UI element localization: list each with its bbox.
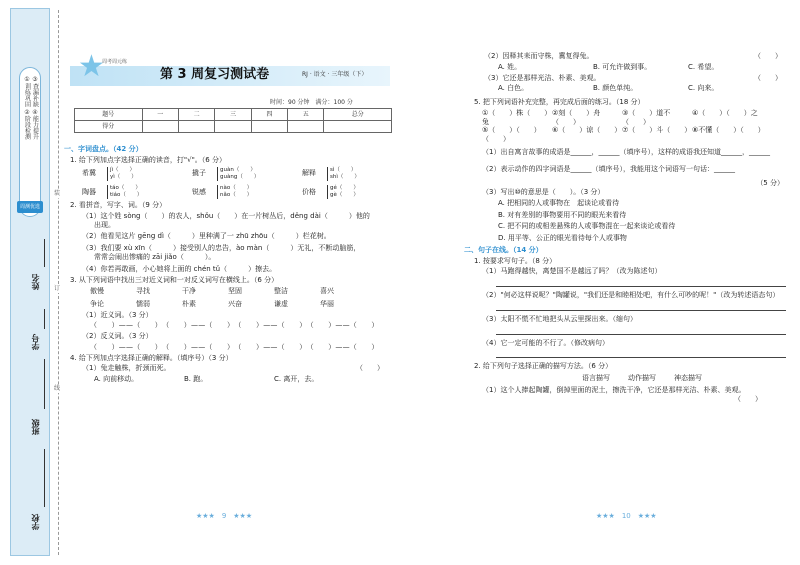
binding-dashed-line: [58, 10, 59, 555]
score-cell: 题号: [75, 109, 143, 121]
pinyin-option[interactable]: táo（ ）: [110, 184, 141, 191]
synonym-answer-line[interactable]: （ ）——（ ） （ ）——（ ） （ ）——（ ） （ ）——（ ）: [90, 321, 379, 330]
page-title: 第 3 周复习测试卷: [160, 67, 270, 82]
score-cell: 三: [215, 109, 251, 121]
star-icon: ★: [78, 49, 105, 84]
antonym-answer-line[interactable]: （ ）——（ ） （ ）——（ ） （ ）——（ ） （ ）——（ ）: [90, 342, 379, 351]
option-a[interactable]: A. 向前移动。: [94, 375, 139, 384]
pinyin-item: [302, 167, 412, 181]
q4-s2-options: [498, 63, 792, 72]
number-line: [44, 309, 45, 329]
label-class: 班级: [31, 419, 40, 435]
word-bank-item: 兴奋: [228, 299, 242, 308]
q2-line: 出现。: [94, 220, 115, 229]
pinyin-item: [302, 185, 412, 199]
binding-notes: [19, 67, 41, 217]
pinyin-option[interactable]: gé（ ）: [330, 184, 359, 191]
q5-s2-points: （5 分）: [756, 179, 784, 188]
q4-sentence: （2）因释其耒而守株，冀复得兔。: [484, 52, 594, 60]
q5-subquestion-3: （3）写出⑩的意思是（ ）。（3 分）: [482, 188, 605, 196]
answer-paren[interactable]: （ ）: [356, 364, 384, 373]
score-input-cell[interactable]: [142, 121, 178, 133]
answer-line[interactable]: [496, 302, 786, 311]
q3-subquestion-1: （1）近义词。（3 分）: [82, 310, 153, 319]
q7-methods: [582, 374, 792, 383]
q6-line-1: （1）马跑得越快，离楚国不是越远了吗？（改为陈述句）: [482, 267, 662, 276]
answer-paren[interactable]: （ ）: [754, 52, 782, 60]
page-number-left: ★★★ 9 ★★★: [196, 512, 253, 520]
word-bank-item: 坚固: [228, 287, 242, 296]
q5-subquestion-2[interactable]: （2）表示动作的四字词语是______（填序号），我能用这个词语写一句话：______: [482, 164, 735, 173]
q4-sentence: （1）兔走触株，折颈而死。: [82, 364, 171, 373]
label-number: 学号: [31, 334, 40, 350]
pinyin-option[interactable]: gè（ ）: [330, 191, 359, 198]
fill-blank-item[interactable]: ⑤（ ）（ ）（ ）: [482, 126, 541, 143]
fill-blank-item[interactable]: ⑦（ ）斗（ ）: [622, 126, 692, 135]
score-cell: 一: [142, 109, 178, 121]
word-bank-item: 寻找: [136, 287, 150, 296]
page-number-right: ★★★ 10 ★★★: [596, 512, 657, 520]
word-bank-item: 朴素: [182, 299, 196, 308]
q4-subquestion-3: [484, 74, 792, 83]
pinyin-word: 撬子: [192, 169, 206, 178]
option-a[interactable]: A. 姓。: [498, 62, 522, 71]
score-table-header-row: [75, 109, 392, 121]
pinyin-option[interactable]: guàng（ ）: [220, 173, 260, 180]
word-bank-item: 干净: [182, 287, 196, 296]
right-column: [464, 52, 792, 403]
question-1: 1. 给下列加点字选择正确的读音，打"√"。（6 分）: [70, 155, 226, 164]
score-cell: 总分: [324, 109, 392, 121]
q6-line-3: （3）太阳不慌不忙地把头从云里探出来。（缩句）: [482, 314, 637, 323]
left-column: [64, 142, 394, 386]
section-title-2: 二、句子在线。（14 分）: [464, 245, 543, 254]
pinyin-option[interactable]: jì（ ）: [110, 166, 136, 173]
question-7: 2. 给下列句子选择正确的描写方法。（6 分）: [474, 362, 613, 371]
time-score-info: 时间：90 分钟 满分：100 分: [270, 99, 353, 106]
page-header: [70, 49, 395, 86]
fill-blank-item[interactable]: ⑧不懂（ ）（ ）: [692, 126, 765, 135]
fill-blank-item[interactable]: ④（ ）（ ）之: [692, 108, 758, 117]
label-name: 姓名: [31, 274, 40, 290]
option-b[interactable]: B. 可允许做到事。: [593, 62, 652, 71]
word-bank-item: 谦虚: [274, 299, 288, 308]
label-school: 学校: [31, 514, 40, 530]
pinyin-item: [192, 167, 302, 181]
q5-fill-blanks: [482, 109, 792, 144]
question-4: 4. 给下列加点字选择正确的解释。（填序号）（3 分）: [70, 353, 233, 362]
q2-line: 常常会闹出惨痛的 zāi jiǎo（ ）。: [94, 252, 216, 261]
score-cell: 二: [178, 109, 214, 121]
answer-paren[interactable]: （ ）: [734, 394, 762, 403]
cut-mark-2: 订: [54, 285, 61, 292]
option-b[interactable]: B. 跑。: [184, 375, 208, 384]
header-subtitle: 周考周元练: [102, 59, 128, 65]
class-line: [44, 359, 45, 409]
binding-tag: 周测优选: [17, 201, 43, 213]
q5-option-a[interactable]: A. 把相同的人或事物在 起谈论或看待: [498, 198, 620, 207]
cut-mark-1: 装: [54, 190, 61, 197]
option-c[interactable]: C. 离开，去。: [274, 375, 319, 384]
question-6: 1. 按要求写句子。（8 分）: [474, 256, 557, 265]
fill-blank-item[interactable]: ②刻（ ）舟（ ）: [552, 108, 601, 126]
method-option: 语言描写: [582, 374, 610, 382]
question-5: 5. 把下列词语补充完整，再完成后面的练习。（18 分）: [474, 98, 645, 106]
pinyin-option[interactable]: guàn（ ）: [220, 166, 256, 173]
option-b[interactable]: B. 颜色单纯。: [593, 84, 638, 93]
option-c[interactable]: C. 希望。: [688, 62, 719, 71]
word-bank-item: 喜兴: [320, 287, 334, 296]
pinyin-option[interactable]: nào（ ）: [220, 184, 253, 191]
score-input-cell[interactable]: [324, 121, 392, 133]
binding-strip: [10, 8, 50, 556]
q4-subquestion-2: [484, 52, 792, 61]
binding-note-2: ③查漏补缺 ④能力提升: [31, 76, 39, 140]
score-table: [74, 108, 392, 133]
pinyin-option[interactable]: tiáo（ ）: [110, 191, 143, 198]
q5-option-b[interactable]: B. 对有差别的事物要用不同的眼光来看待: [498, 210, 627, 219]
cut-mark-3: 线: [54, 385, 61, 392]
pinyin-word: 希冀: [82, 169, 96, 178]
word-bank: [90, 287, 394, 309]
q6-line-4: （4）它一定可能的不行了。（修改病句）: [482, 338, 609, 347]
answer-line[interactable]: [496, 326, 786, 335]
score-cell: 得分: [75, 121, 143, 133]
q5-option-c[interactable]: C. 把不同的或相差悬殊的人或事物混在一起来谈论或看待: [498, 222, 676, 231]
fill-blank-item[interactable]: ①（ ）株（ ）兔: [482, 108, 552, 126]
pinyin-word: 解释: [302, 169, 316, 178]
pinyin-option[interactable]: sì（ ）: [330, 166, 357, 173]
word-bank-item: 懦弱: [136, 299, 150, 308]
q2-line: （2）他看见这片 gēng dì（ ）里种满了一 zhū zhōu（ ）栏花树。: [82, 232, 331, 241]
q2-line: （4）你若再敢画，小心她将上面的 chén tǔ（ ）擦去。: [82, 264, 277, 273]
score-input-cell[interactable]: [178, 121, 214, 133]
score-cell: 四: [251, 109, 287, 121]
q5-subquestion-1[interactable]: （1）出自寓言故事的成语是______，______（填序号），这样的成语我还知道______，______: [482, 147, 770, 156]
pinyin-word: 价格: [302, 187, 316, 196]
pinyin-word: 陶器: [82, 187, 96, 196]
section-title-1: 一、字词盘点。（42 分）: [64, 145, 143, 153]
binding-note-1: ①训练巩固 ②阶段检测: [23, 76, 31, 140]
q4-options: [94, 375, 394, 384]
method-option: 神态描写: [674, 374, 702, 382]
answer-paren[interactable]: （ ）: [754, 73, 782, 82]
name-line: [44, 239, 45, 267]
score-input-cell[interactable]: [251, 121, 287, 133]
word-bank-item: 整洁: [274, 287, 288, 296]
option-c[interactable]: C. 向来。: [688, 84, 719, 93]
option-a[interactable]: A. 白色。: [498, 84, 529, 93]
pinyin-item: [82, 167, 192, 181]
q7-sentence-1: （1）这个人捧起陶罐，倒掉里面的泥土，擦洗干净，它还是那样光洁、朴素、美观。: [482, 385, 746, 394]
score-table-score-row: [75, 121, 392, 133]
question-2: 2. 看拼音，写字、词。（9 分）: [70, 201, 167, 210]
q6-line-2: （2）"何必这样说呢？"陶罐说，"我们还是和睦相处吧，有什么可吵的呢！"（改为转述语态句）: [482, 291, 780, 299]
score-input-cell[interactable]: [215, 121, 251, 133]
pinyin-option[interactable]: nǎo（ ）: [220, 191, 253, 198]
pinyin-word: 锐感: [192, 187, 206, 196]
q2-line: （3）我们要 xù xīn（ ）接受别人的忠告，ào màn（ ）无礼，不断动脑筋，: [82, 244, 361, 253]
pinyin-option[interactable]: shì（ ）: [330, 173, 360, 180]
answer-line[interactable]: [496, 349, 786, 358]
q4-sentence: （3）它还是那样光洁、朴素、美观。: [484, 73, 601, 82]
pinyin-option[interactable]: yì（ ）: [110, 173, 137, 180]
word-bank-item: 争论: [90, 299, 104, 308]
fill-blank-item[interactable]: ③（ ）道不（ ）: [622, 108, 671, 126]
pinyin-item: [192, 185, 302, 199]
question-3: 3. 从下列词语中找出三对近义词和一对反义词写在横线上。（6 分）: [70, 276, 279, 285]
q5-option-d[interactable]: D. 用平等、公正的眼光看待每个人或事物: [498, 234, 627, 242]
method-option: 动作描写: [628, 374, 656, 382]
pinyin-item: [82, 185, 192, 199]
school-line: [44, 449, 45, 507]
pinyin-choices: [82, 167, 394, 200]
score-input-cell[interactable]: [288, 121, 324, 133]
q2-line: （1）这个姓 sòng（ ）的农人，shǒu（ ）在一片树丛后，děng dài（ ）他的: [82, 211, 370, 220]
answer-line[interactable]: [496, 278, 786, 287]
fill-blank-item[interactable]: ⑥（ ）谅（ ）: [552, 126, 622, 135]
score-cell: 五: [288, 109, 324, 121]
word-bank-item: 华丽: [320, 299, 334, 308]
grade-label: RJ · 语文 · 三年级（下）: [302, 71, 368, 78]
q3-subquestion-2: （2）反义词。（3 分）: [82, 332, 153, 341]
q4-s3-options: [498, 84, 792, 93]
word-bank-item: 傲慢: [90, 287, 104, 296]
q4-subquestion-1: [82, 364, 394, 373]
